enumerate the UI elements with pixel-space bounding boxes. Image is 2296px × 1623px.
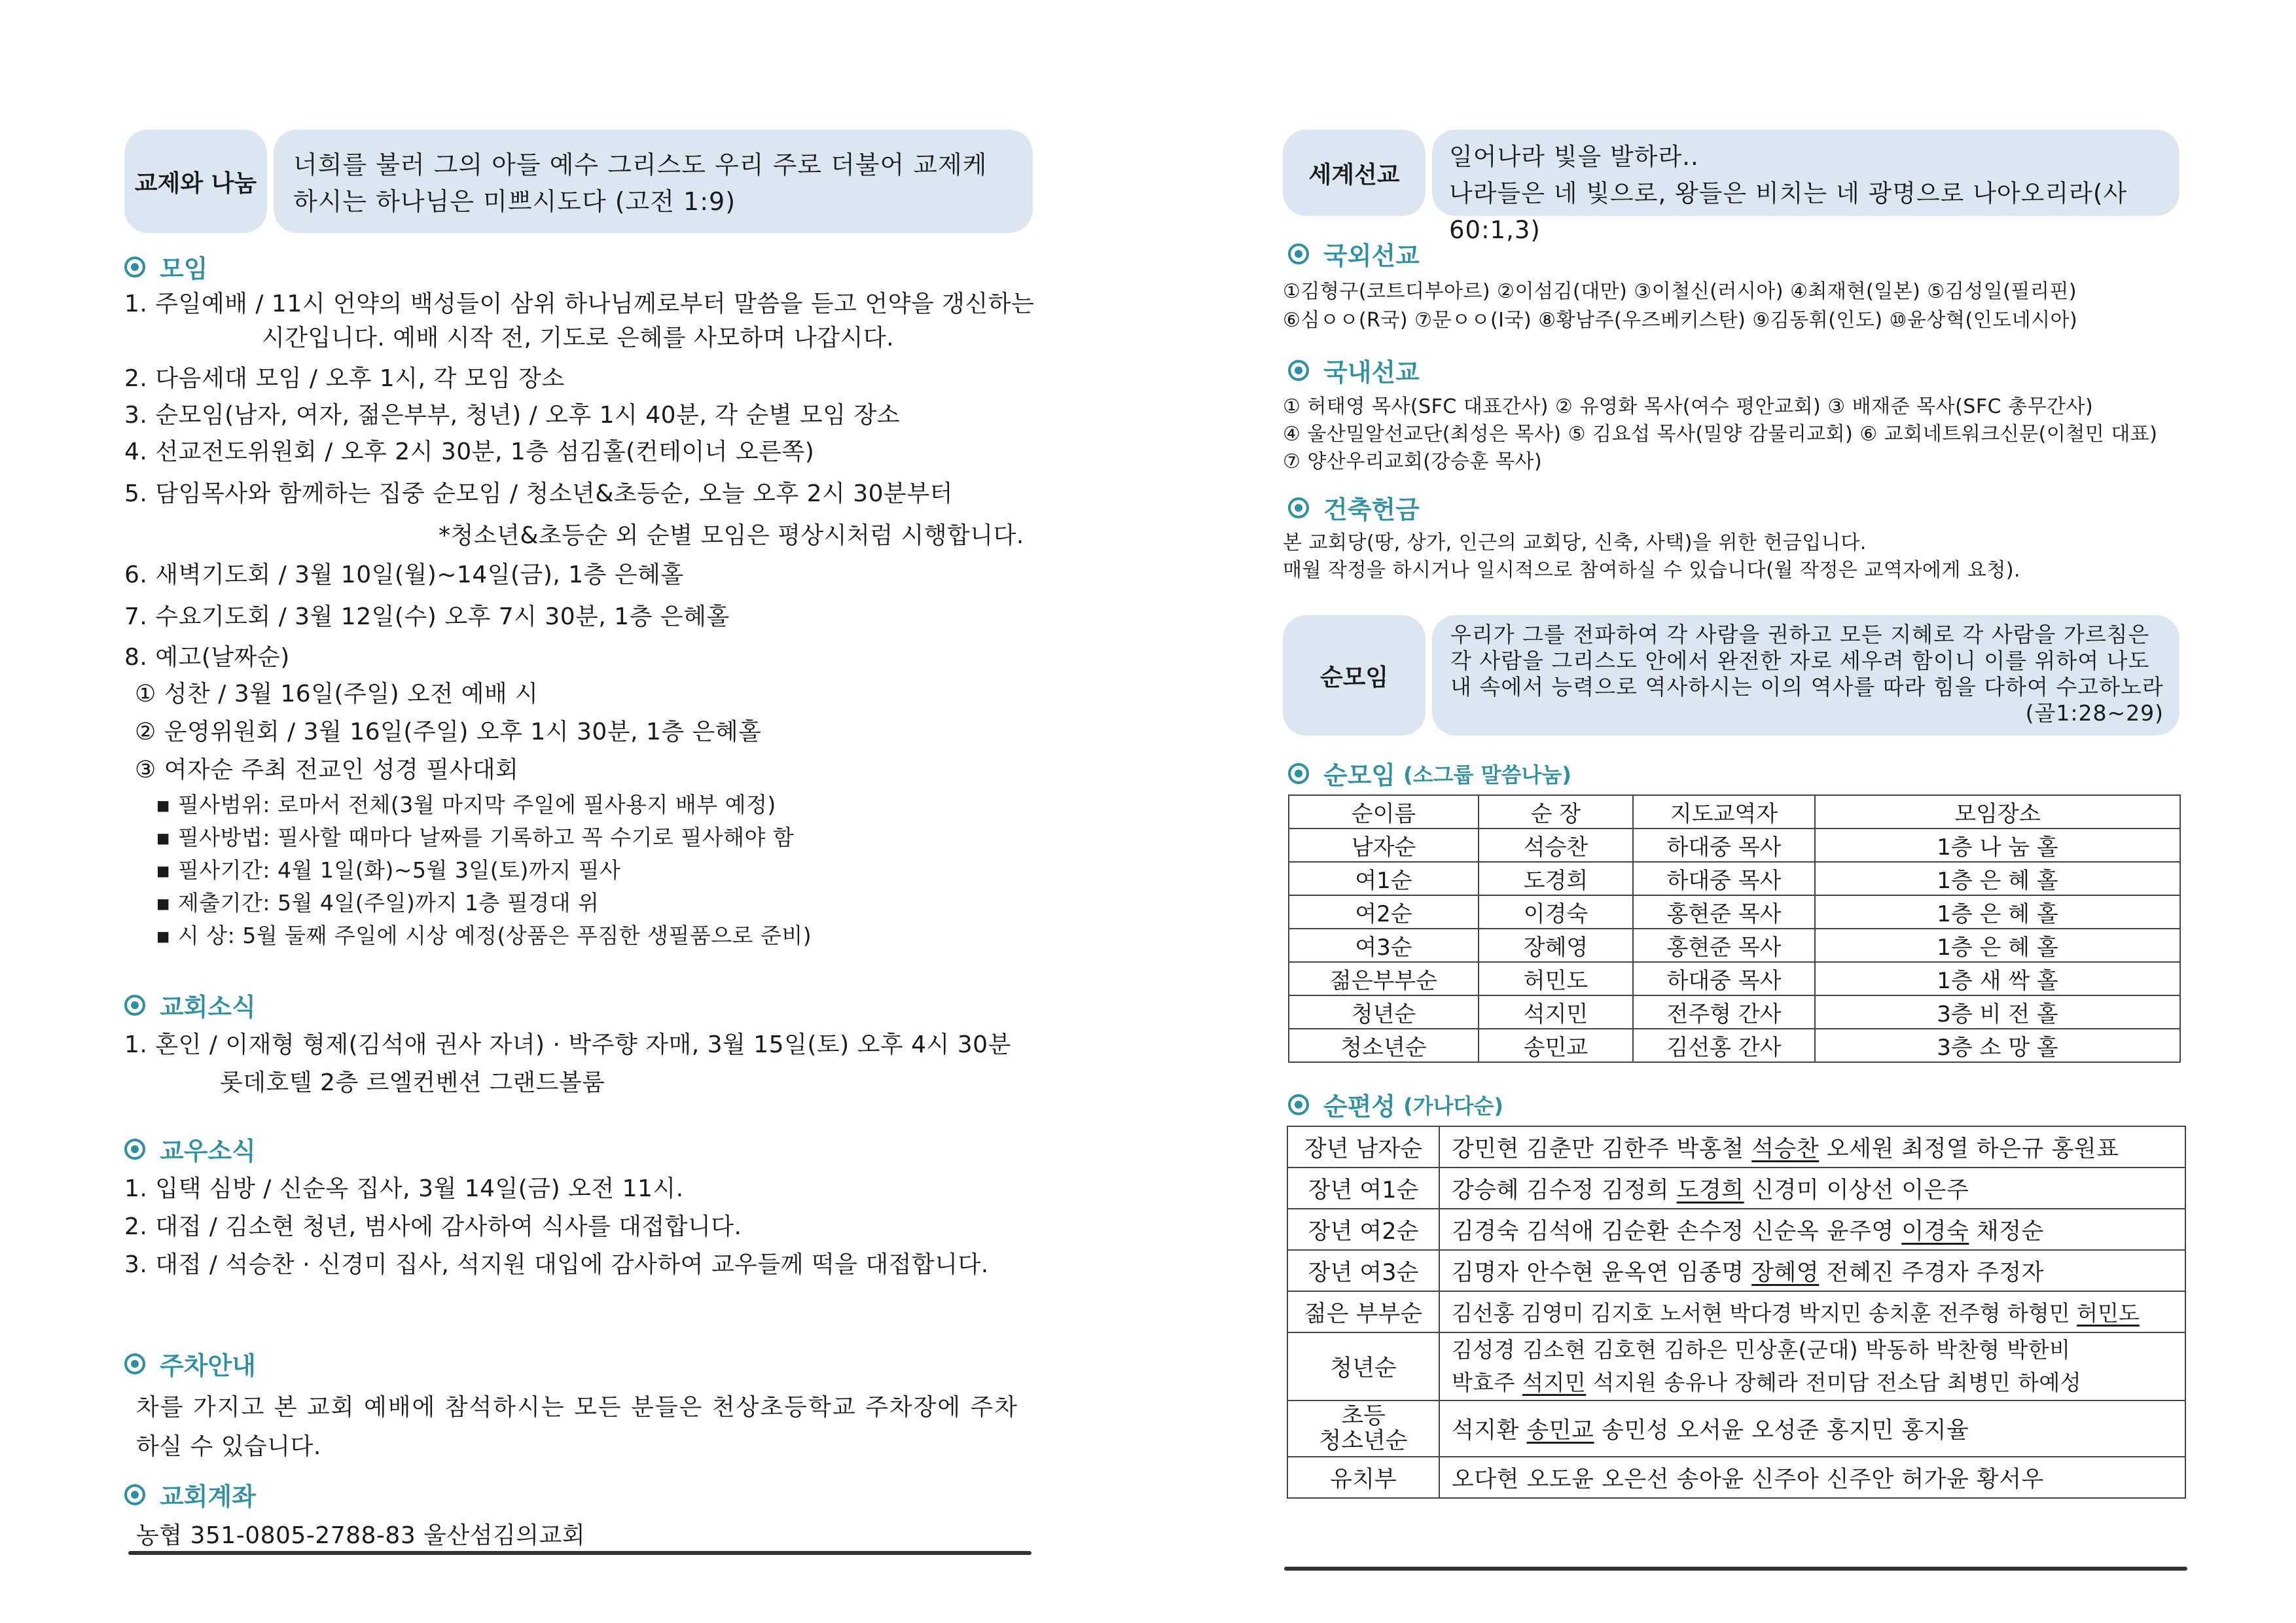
cell-name: 여1순 bbox=[1289, 862, 1479, 895]
cell-place: 3층 비 전 홀 bbox=[1815, 995, 2180, 1029]
bottom-rule-left bbox=[128, 1551, 1031, 1555]
meeting-item-1: 1. 주일예배 / 11시 언약의 백성들이 삼위 하나님께로부터 말씀을 듣고 언약을 갱신하는 bbox=[124, 291, 1035, 317]
assign-members bbox=[1439, 1400, 2185, 1457]
account-heading bbox=[124, 1476, 256, 1512]
circle-bullet-icon bbox=[124, 257, 145, 277]
assign-members bbox=[1439, 1291, 2185, 1332]
cell-pastor: 하대중 목사 bbox=[1633, 829, 1815, 862]
assign-members bbox=[1439, 1332, 2185, 1400]
account-number: 농협 351-0805-2788-83 울산섬김의교회 bbox=[136, 1522, 586, 1549]
table-row bbox=[1287, 1457, 2185, 1498]
cell-table-title: 순모임 bbox=[1323, 761, 1396, 790]
transcription-submit: ▪ 제출기간: 5월 4일(주일)까지 1층 필경대 위 bbox=[156, 890, 600, 916]
cell-place: 1층 새 싹 홀 bbox=[1815, 962, 2180, 995]
assign-heading bbox=[1288, 1086, 1503, 1122]
table-row bbox=[1289, 895, 2180, 929]
cell-pastor: 전주형 간사 bbox=[1633, 995, 1815, 1029]
assign-members bbox=[1439, 1168, 2185, 1209]
col-header: 순이름 bbox=[1289, 795, 1479, 829]
members-text: 오세원 최정열 하은규 홍원표 bbox=[1819, 1135, 2119, 1162]
cell-leader: 석지민 bbox=[1479, 995, 1633, 1029]
members-text: 채정순 bbox=[1969, 1218, 2044, 1245]
members-text: 석지환 bbox=[1452, 1418, 1527, 1444]
cell-name: 젊은부부순 bbox=[1289, 962, 1479, 995]
fellowship-verse bbox=[274, 130, 1033, 233]
domestic-heading bbox=[1288, 352, 1420, 388]
table-row bbox=[1289, 1029, 2180, 1062]
assign-group bbox=[1287, 1400, 1439, 1457]
building-line-2: 매월 작정을 하시거나 일시적으로 참여하실 수 있습니다(월 작정은 교역자에게 요청). bbox=[1283, 559, 2021, 582]
transcription-scope: ▪ 필사범위: 로마서 전체(3월 마지막 주일에 필사용지 배부 예정) bbox=[156, 792, 776, 817]
col-header: 지도교역자 bbox=[1633, 795, 1815, 829]
church-news-item-1-cont: 롯데호텔 2층 르엘컨벤션 그랜드볼룸 bbox=[220, 1069, 605, 1096]
member-news-item-3: 3. 대접 / 석승찬 · 신경미 집사, 석지원 대입에 감사하여 교우들께 떡을 대접합니다. bbox=[124, 1251, 989, 1278]
parking-title: 주차안내 bbox=[160, 1351, 256, 1380]
cell-table-header-row bbox=[1289, 795, 2180, 829]
circle-bullet-icon bbox=[1288, 360, 1309, 381]
table-row bbox=[1287, 1291, 2185, 1332]
circle-bullet-icon bbox=[1288, 243, 1309, 264]
table-row bbox=[1287, 1332, 2185, 1400]
cell-leader: 도경희 bbox=[1479, 862, 1633, 895]
meeting-item-7: 7. 수요기도회 / 3월 12일(수) 오후 7시 30분, 1층 은혜홀 bbox=[124, 603, 730, 630]
domestic-line-1: ① 허태영 목사(SFC 대표간사) ② 유영화 목사(여수 평안교회) ③ 배재준 목사(SFC 총무간사) bbox=[1283, 395, 2094, 418]
church-news-heading bbox=[124, 987, 256, 1023]
meeting-item-5: 5. 담임목사와 함께하는 집중 순모임 / 청소년&초등순, 오늘 오후 2시 30분부터 bbox=[124, 480, 953, 507]
cell-place: 1층 은 혜 홀 bbox=[1815, 929, 2180, 962]
leader-name: 송민교 bbox=[1526, 1418, 1594, 1444]
transcription-method: ▪ 필사방법: 필사할 때마다 날짜를 기록하고 꼭 수기로 필사해야 함 bbox=[156, 825, 795, 850]
assign-members bbox=[1439, 1250, 2185, 1291]
assign-table bbox=[1287, 1126, 2186, 1499]
meeting-item-6: 6. 새벽기도회 / 3월 10일(월)~14일(금), 1층 은혜홀 bbox=[124, 562, 684, 588]
cell-name: 여3순 bbox=[1289, 929, 1479, 962]
meeting-item-4: 4. 선교전도위원회 / 오후 2시 30분, 1층 섬김홀(컨테이너 오른쪽) bbox=[124, 438, 815, 465]
cell-leader: 장혜영 bbox=[1479, 929, 1633, 962]
cell-name: 여2순 bbox=[1289, 895, 1479, 929]
group-name-line: 초등 bbox=[1341, 1403, 1386, 1429]
mission-verse bbox=[1432, 130, 2179, 244]
leader-name: 석지민 bbox=[1522, 1370, 1587, 1395]
members-text: 전혜진 주경자 주정자 bbox=[1819, 1259, 2044, 1286]
mission-label: 세계선교 bbox=[1283, 130, 1426, 216]
assign-group: 장년 여2순 bbox=[1287, 1209, 1439, 1250]
bottom-rule-right bbox=[1284, 1567, 2187, 1571]
parking-line-1: 차를 가지고 본 교회 예배에 참석하시는 모든 분들은 천상초등학교 주차장에 주차 bbox=[136, 1394, 1019, 1421]
circle-bullet-icon bbox=[124, 1484, 145, 1505]
members-text: 송민성 오서윤 오성준 홍지민 홍지율 bbox=[1594, 1418, 1969, 1444]
overseas-line-1: ①김형구(코트디부아르) ②이섬김(대만) ③이철신(러시아) ④최재현(일본) ⑤김성일(필리핀) bbox=[1283, 280, 2077, 303]
cell-pastor: 홍현준 목사 bbox=[1633, 895, 1815, 929]
cell-place: 1층 은 혜 홀 bbox=[1815, 862, 2180, 895]
building-heading bbox=[1288, 490, 1420, 526]
col-header: 모임장소 bbox=[1815, 795, 2180, 829]
member-news-heading bbox=[124, 1131, 256, 1167]
church-news-title: 교회소식 bbox=[160, 993, 256, 1022]
meeting-item-5-note: *청소년&초등순 외 순별 모임은 평상시처럼 시행합니다. bbox=[439, 522, 1024, 549]
cell-verse-line2: 각 사람을 그리스도 안에서 완전한 자로 세우려 함이니 이를 위하여 나도 bbox=[1450, 648, 2150, 673]
circle-bullet-icon bbox=[1288, 1094, 1309, 1115]
church-news-item-1: 1. 혼인 / 이재형 형제(김석애 권사 자녀) · 박주향 자매, 3월 15일(토) 오후 4시 30분 bbox=[124, 1031, 1011, 1058]
domestic-title: 국내선교 bbox=[1323, 358, 1420, 387]
right-column bbox=[1283, 0, 2199, 1623]
leader-name: 장혜영 bbox=[1751, 1259, 1820, 1286]
members-text-line2 bbox=[1452, 1366, 2185, 1399]
members-text: 김경숙 김석애 김순환 손수정 신순옥 윤주영 bbox=[1452, 1218, 1902, 1245]
cell-pastor: 하대중 목사 bbox=[1633, 862, 1815, 895]
members-text: 김성경 김소현 김호현 김하은 민상훈(군대) 박동하 박찬형 박한비 bbox=[1452, 1337, 2071, 1363]
table-row bbox=[1289, 862, 2180, 895]
cell-name: 남자순 bbox=[1289, 829, 1479, 862]
circle-bullet-icon bbox=[124, 995, 145, 1016]
circle-bullet-icon bbox=[1288, 763, 1309, 784]
cell-place: 1층 은 혜 홀 bbox=[1815, 895, 2180, 929]
cell-verse-line3: 내 속에서 능력으로 역사하시는 이의 역사를 따라 힘을 다하여 수고하노라 bbox=[1450, 674, 2164, 700]
circle-bullet-icon bbox=[124, 1139, 145, 1160]
cell-verse-line1: 우리가 그를 전파하여 각 사람을 권하고 모든 지혜로 각 사람을 가르침은 bbox=[1450, 622, 2150, 647]
members-text: 강승혜 김수정 김정희 bbox=[1452, 1177, 1677, 1204]
transcription-award: ▪ 시 상: 5월 둘째 주일에 시상 예정(상품은 푸짐한 생필품으로 준비) bbox=[156, 923, 812, 948]
table-row bbox=[1289, 962, 2180, 995]
cell-banner-verse bbox=[1432, 615, 2179, 736]
cell-verse-ref: (골1:28~29) bbox=[2025, 700, 2164, 726]
assign-group: 장년 여3순 bbox=[1287, 1250, 1439, 1291]
circle-bullet-icon bbox=[1288, 497, 1309, 518]
account-title: 교회계좌 bbox=[160, 1482, 256, 1511]
table-row bbox=[1289, 929, 2180, 962]
cell-table bbox=[1288, 794, 2181, 1063]
assign-group: 젊은 부부순 bbox=[1287, 1291, 1439, 1332]
meetings-title: 모임 bbox=[160, 255, 208, 283]
assign-group: 장년 남자순 bbox=[1287, 1126, 1439, 1168]
members-text: 김명자 안수현 윤옥연 임종명 bbox=[1452, 1259, 1752, 1286]
cell-pastor: 하대중 목사 bbox=[1633, 962, 1815, 995]
meeting-item-2: 2. 다음세대 모임 / 오후 1시, 각 모임 장소 bbox=[124, 365, 565, 392]
cell-table-heading bbox=[1288, 755, 1571, 791]
fellowship-label: 교제와 나눔 bbox=[124, 130, 267, 233]
notice-committee: ② 운영위원회 / 3월 16일(주일) 오후 1시 30분, 1층 은혜홀 bbox=[135, 719, 762, 745]
meetings-heading bbox=[124, 249, 207, 285]
table-row bbox=[1287, 1250, 2185, 1291]
cell-place: 3층 소 망 홀 bbox=[1815, 1029, 2180, 1062]
cell-leader: 이경숙 bbox=[1479, 895, 1633, 929]
assign-title: 순편성 bbox=[1323, 1092, 1396, 1121]
cell-place: 1층 나 눔 홀 bbox=[1815, 829, 2180, 862]
members-text: 박효주 bbox=[1452, 1370, 1523, 1395]
fellowship-banner bbox=[124, 130, 1033, 233]
building-line-1: 본 교회당(땅, 상가, 인근의 교회당, 신축, 사택)을 위한 헌금입니다. bbox=[1283, 531, 1867, 554]
group-name-line: 청소년순 bbox=[1319, 1428, 1408, 1454]
cell-table-subtitle: (소그룹 말씀나눔) bbox=[1403, 762, 1571, 787]
col-header: 순 장 bbox=[1479, 795, 1633, 829]
table-row bbox=[1287, 1209, 2185, 1250]
table-row bbox=[1289, 995, 2180, 1029]
domestic-line-2: ④ 울산밀알선교단(최성은 목사) ⑤ 김요섭 목사(밀양 감물리교회) ⑥ 교회네트워크신문(이철민 대표) bbox=[1283, 423, 2158, 446]
left-column bbox=[124, 0, 1035, 1623]
leader-name: 도경희 bbox=[1676, 1177, 1744, 1204]
overseas-heading bbox=[1288, 236, 1420, 272]
fellowship-verse-line1: 너희를 불러 그의 아들 예수 그리스도 우리 주로 더불어 교제케 bbox=[293, 151, 988, 179]
cell-pastor: 김선홍 간사 bbox=[1633, 1029, 1815, 1062]
assign-group: 청년순 bbox=[1287, 1332, 1439, 1400]
assign-subtitle: (가나다순) bbox=[1403, 1093, 1504, 1118]
notice-communion: ① 성찬 / 3월 16일(주일) 오전 예배 시 bbox=[135, 681, 539, 707]
cell-leader: 석승찬 bbox=[1479, 829, 1633, 862]
cell-name: 청소년순 bbox=[1289, 1029, 1479, 1062]
parking-line-2: 하실 수 있습니다. bbox=[136, 1433, 321, 1460]
cell-banner bbox=[1283, 615, 2179, 736]
circle-bullet-icon bbox=[124, 1353, 145, 1374]
overseas-title: 국외선교 bbox=[1323, 241, 1420, 270]
member-news-title: 교우소식 bbox=[160, 1137, 256, 1166]
assign-group: 장년 여1순 bbox=[1287, 1168, 1439, 1209]
overseas-line-2: ⑥심ㅇㅇ(R국) ⑦문ㅇㅇ(I국) ⑧황남주(우즈베키스탄) ⑨김동휘(인도) ⑩윤상혁(인도네시아) bbox=[1283, 309, 2078, 332]
member-news-item-2: 2. 대접 / 김소현 청년, 범사에 감사하여 식사를 대접합니다. bbox=[124, 1213, 742, 1240]
table-row bbox=[1287, 1400, 2185, 1457]
assign-members bbox=[1439, 1209, 2185, 1250]
leader-name: 이경숙 bbox=[1901, 1218, 1969, 1245]
cell-leader: 송민교 bbox=[1479, 1029, 1633, 1062]
building-title: 건축헌금 bbox=[1323, 495, 1420, 524]
meeting-item-3: 3. 순모임(남자, 여자, 젊은부부, 청년) / 오후 1시 40분, 각 순별 모임 장소 bbox=[124, 402, 900, 429]
assign-members: 오다현 오도윤 오은선 송아윤 신주아 신주안 허가윤 황서우 bbox=[1439, 1457, 2185, 1498]
member-news-item-1: 1. 입택 심방 / 신순옥 집사, 3월 14일(금) 오전 11시. bbox=[124, 1175, 684, 1202]
assign-members bbox=[1439, 1126, 2185, 1168]
meeting-item-1-cont: 시간입니다. 예배 시작 전, 기도로 은혜를 사모하며 나갑시다. bbox=[262, 325, 895, 351]
members-text: 김선홍 김영미 김지호 노서현 박다경 박지민 송치훈 전주형 하형민 bbox=[1452, 1300, 2077, 1326]
cell-banner-label: 순모임 bbox=[1283, 615, 1426, 736]
parking-heading bbox=[124, 1346, 256, 1382]
table-row bbox=[1287, 1126, 2185, 1168]
mission-banner bbox=[1283, 130, 2179, 244]
leader-name: 석승찬 bbox=[1751, 1135, 1820, 1162]
leader-name: 허민도 bbox=[2077, 1300, 2140, 1326]
meeting-item-8: 8. 예고(날짜순) bbox=[124, 644, 290, 671]
transcription-period: ▪ 필사기간: 4월 1일(화)~5월 3일(토)까지 필사 bbox=[156, 857, 621, 883]
members-text: 석지원 송유나 장혜라 전미담 전소담 최병민 하예성 bbox=[1586, 1370, 2082, 1395]
domestic-line-3: ⑦ 양산우리교회(강승훈 목사) bbox=[1283, 450, 1543, 473]
table-row bbox=[1289, 829, 2180, 862]
fellowship-verse-line2: 하시는 하나님은 미쁘시도다 (고전 1:9) bbox=[293, 187, 736, 216]
table-row bbox=[1287, 1168, 2185, 1209]
cell-name: 청년순 bbox=[1289, 995, 1479, 1029]
assign-group: 유치부 bbox=[1287, 1457, 1439, 1498]
members-text: 강민현 김춘만 김한주 박홍철 bbox=[1452, 1135, 1752, 1162]
notice-transcription: ③ 여자순 주최 전교인 성경 필사대회 bbox=[135, 757, 519, 783]
members-text: 신경미 이상선 이은주 bbox=[1744, 1177, 1969, 1204]
mission-verse-line2: 나라들은 네 빛으로, 왕들은 비치는 네 광명으로 나아오리라(사60:1,3) bbox=[1449, 179, 2128, 244]
cell-pastor: 홍현준 목사 bbox=[1633, 929, 1815, 962]
mission-verse-line1: 일어나라 빛을 발하라.. bbox=[1449, 143, 1699, 171]
cell-leader: 허민도 bbox=[1479, 962, 1633, 995]
